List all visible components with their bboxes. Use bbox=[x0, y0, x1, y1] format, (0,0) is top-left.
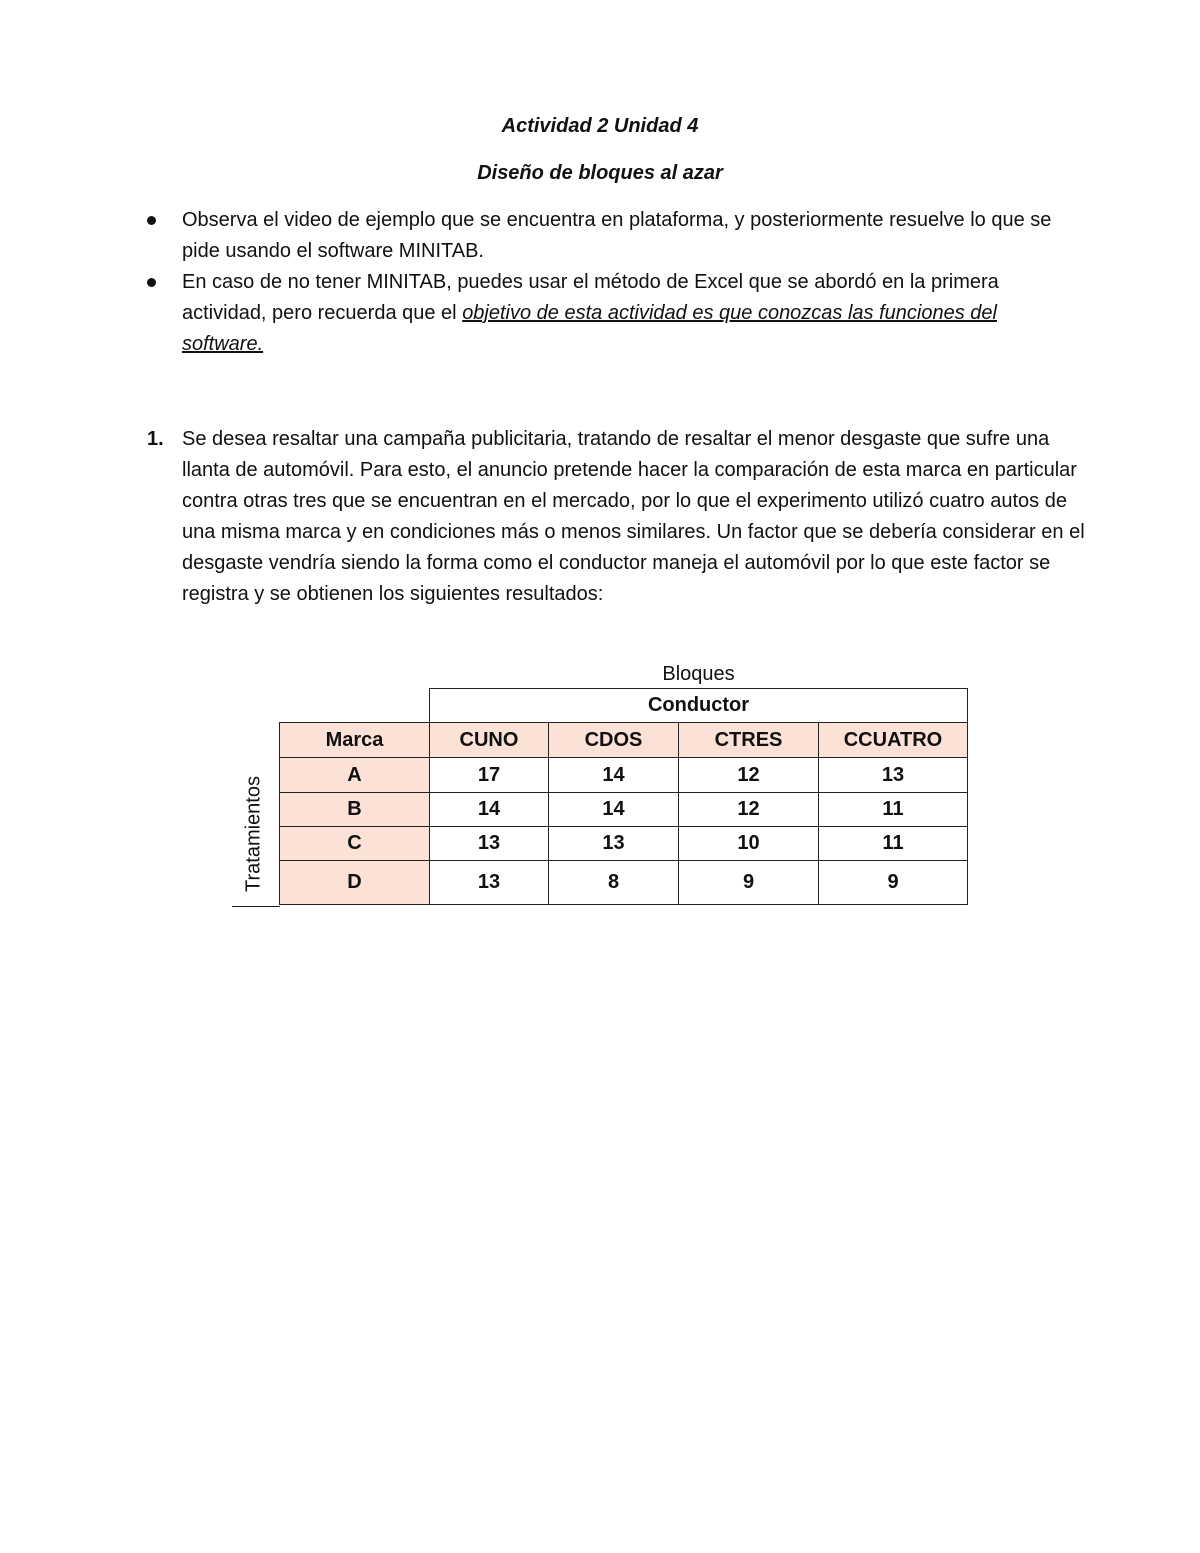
table-cell: 9 bbox=[679, 861, 819, 905]
table-cell: 17 bbox=[430, 758, 549, 793]
table-row bbox=[280, 793, 968, 827]
question-number: 1. bbox=[147, 428, 164, 450]
blocks-label: Bloques bbox=[662, 663, 735, 685]
divider bbox=[232, 906, 280, 907]
table-cell: 11 bbox=[819, 827, 968, 861]
row-label: B bbox=[280, 793, 430, 827]
table-cell: 8 bbox=[549, 861, 679, 905]
document-subtitle: Diseño de bloques al azar bbox=[477, 162, 723, 184]
instruction-list bbox=[140, 205, 1070, 360]
list-item bbox=[140, 267, 1070, 360]
table-cell: 13 bbox=[430, 827, 549, 861]
treatments-label-box bbox=[232, 760, 276, 907]
list-item bbox=[145, 424, 1095, 610]
treatments-label: Tratamientos bbox=[242, 775, 265, 892]
bullet-icon bbox=[147, 278, 156, 287]
column-header: CDOS bbox=[549, 723, 679, 758]
table-cell: 13 bbox=[549, 827, 679, 861]
question-list bbox=[145, 424, 1095, 610]
document-title: Actividad 2 Unidad 4 bbox=[501, 115, 699, 137]
table-row bbox=[280, 758, 968, 793]
row-header: Marca bbox=[280, 723, 430, 758]
table-cell: 11 bbox=[819, 793, 968, 827]
table-cell: 9 bbox=[819, 861, 968, 905]
list-item bbox=[140, 205, 1070, 267]
table-cell: 12 bbox=[679, 793, 819, 827]
group-header: Conductor bbox=[430, 689, 968, 723]
bullet-emphasis: objetivo de esta actividad es que conozcas las funciones del software. bbox=[182, 302, 997, 355]
bullet-icon bbox=[147, 216, 156, 225]
column-header: CTRES bbox=[679, 723, 819, 758]
row-label: D bbox=[280, 861, 430, 905]
empty-corner-cell bbox=[280, 689, 430, 723]
table-cell: 14 bbox=[549, 758, 679, 793]
bullet-text: Observa el video de ejemplo que se encuentra en plataforma, y posteriormente resuelve lo que se pide usando el software MINITAB. bbox=[182, 209, 1052, 262]
bullet-text: En caso de no tener MINITAB, puedes usar el método de Excel que se abordó en la primera actividad, pero recuerda que el bbox=[182, 271, 999, 324]
table-cell: 14 bbox=[430, 793, 549, 827]
table-cell: 10 bbox=[679, 827, 819, 861]
table-cell: 13 bbox=[430, 861, 549, 905]
table-cell: 13 bbox=[819, 758, 968, 793]
column-header: CCUATRO bbox=[819, 723, 968, 758]
table-row bbox=[280, 827, 968, 861]
row-label: A bbox=[280, 758, 430, 793]
question-text: Se desea resaltar una campaña publicitaria, tratando de resaltar el menor desgaste que sufre una llanta de automóvil. Para esto, el anuncio pretende hacer la comparación de esta marca en particular contra otras tres que se encuentran en el mercado, por lo que el experimento utilizó cuatro autos de una misma marca y en condiciones más o menos similares. Un factor que se debería considerar en el desgaste vendría siendo la forma como el conductor maneja el automóvil por lo que este factor se registra y se obtienen los siguientes resultados: bbox=[182, 428, 1085, 605]
table-row bbox=[280, 861, 968, 905]
results-table bbox=[279, 688, 968, 905]
row-label: C bbox=[280, 827, 430, 861]
table-cell: 12 bbox=[679, 758, 819, 793]
table-cell: 14 bbox=[549, 793, 679, 827]
column-header: CUNO bbox=[430, 723, 549, 758]
